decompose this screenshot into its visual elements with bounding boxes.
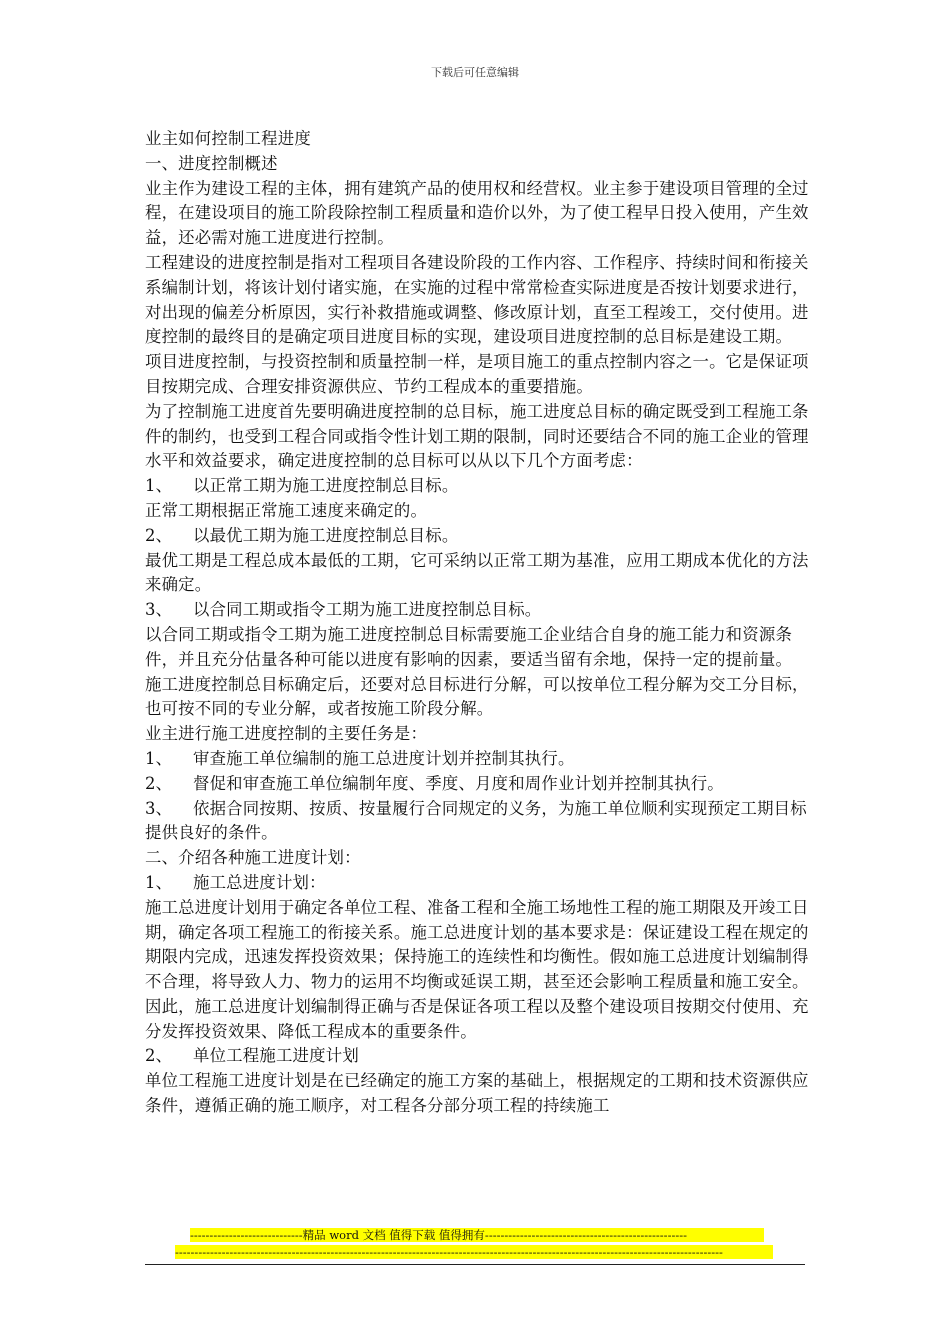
paragraph: 业主进行施工进度控制的主要任务是： — [145, 724, 428, 744]
section-heading: 二、介绍各种施工进度计划： — [145, 848, 361, 868]
item-text: 审查施工单位编制的施工总进度计划并控制其执行。 — [193, 748, 575, 768]
item-text: 以合同工期或指令工期为施工进度控制总目标。 — [193, 600, 542, 620]
paragraph: 最优工期是工程总成本最低的工期，它可采纳以正常工期为基准，应用工期成本优化的方法来确定。 — [145, 550, 809, 595]
numbered-item — [145, 747, 810, 772]
item-number: 1、 — [145, 476, 173, 496]
item-number: 2、 — [145, 773, 173, 793]
numbered-item — [145, 772, 810, 797]
paragraph: 正常工期根据正常施工速度来确定的。 — [145, 500, 428, 520]
page-header: 下载后可任意编辑 — [431, 66, 519, 79]
footer-banner-line: -----------------------------精品 word 文档 值得下载 值得拥有---------------------------------------------------- — [190, 1228, 764, 1242]
numbered-item — [145, 474, 810, 499]
item-number: 1、 — [145, 872, 173, 892]
paragraph: 施工进度控制总目标确定后，还要对总目标进行分解，可以按单位工程分解为交工分目标，也可按不同的专业分解，或者按施工阶段分解。 — [145, 674, 809, 719]
item-number: 3、 — [145, 600, 173, 620]
paragraph: 单位工程施工进度计划是在已经确定的施工方案的基础上，根据规定的工期和技术资源供应条件，遵循正确的施工顺序，对工程各分部分项工程的持续施工 — [145, 1071, 809, 1116]
item-number: 2、 — [145, 1046, 173, 1066]
item-text: 以最优工期为施工进度控制总目标。 — [193, 525, 459, 545]
numbered-item — [145, 871, 810, 896]
item-number: 1、 — [145, 748, 173, 768]
footer-dash-line: --------------------------------------------------------------------------------------------------------------------------------------------- — [175, 1245, 773, 1259]
paragraph: 施工总进度计划用于确定各单位工程、准备工程和全施工场地性工程的施工期限及开竣工日期，确定各项工程施工的衔接关系。施工总进度计划的基本要求是：保证建设工程在规定的期限内完成，迅速发挥投资效果；保持施工的连续性和均衡性。假如施工总进度计划编制得不合理，将导致人力、物力的运用不均衡或延误工期，甚至还会影响工程质量和施工安全。因此，施工总进度计划编制得正确与否是保证各项工程以及整个建设项目按期交付使用、充分发挥投资效果、降低工程成本的重要条件。 — [145, 897, 809, 1041]
paragraph: 以合同工期或指令工期为施工进度控制总目标需要施工企业结合自身的施工能力和资源条件，并且充分估量各种可能以进度有影响的因素，要适当留有余地，保持一定的提前量。 — [145, 624, 793, 669]
item-text: 以正常工期为施工进度控制总目标。 — [193, 476, 459, 496]
paragraph: 为了控制施工进度首先要明确进度控制的总目标，施工进度总目标的确定既受到工程施工条件的制约，也受到工程合同或指令性计划工期的限制，同时还要结合不同的施工企业的管理水平和效益要求，确定进度控制的总目标可以从以下几个方面考虑： — [145, 401, 809, 471]
numbered-item — [145, 1044, 810, 1069]
item-text: 督促和审查施工单位编制年度、季度、月度和周作业计划并控制其执行。 — [193, 773, 724, 793]
numbered-item — [145, 797, 810, 847]
paragraph: 项目进度控制，与投资控制和质量控制一样，是项目施工的重点控制内容之一。它是保证项目按期完成、合理安排资源供应、节约工程成本的重要措施。 — [145, 352, 809, 396]
document-body — [145, 127, 810, 1119]
numbered-item — [145, 598, 810, 623]
numbered-item — [145, 524, 810, 549]
paragraph: 业主作为建设工程的主体，拥有建筑产品的使用权和经营权。业主参于建设项目管理的全过程，在建设项目的施工阶段除控制工程质量和造价以外，为了使工程早日投入使用，产生效益，还必需对施工进度进行控制。 — [145, 178, 809, 248]
item-number: 3、 — [145, 798, 173, 818]
item-number: 2、 — [145, 525, 173, 545]
item-text: 单位工程施工进度计划 — [193, 1046, 359, 1066]
paragraph: 工程建设的进度控制是指对工程项目各建设阶段的工作内容、工作程序、持续时间和衔接关系编制计划，将该计划付诸实施，在实施的过程中常常检查实际进度是否按计划要求进行，对出现的偏差分析原因，实行补救措施或调整、修改原计划，直至工程竣工，交付使用。进度控制的最终目的是确定项目进度目标的实现，建设项目进度控制的总目标是建设工期。 — [145, 252, 809, 347]
document-title: 业主如何控制工程进度 — [145, 129, 311, 148]
item-text: 依据合同按期、按质、按量履行合同规定的义务，为施工单位顺利实现预定工期目标提供良好的条件。 — [145, 798, 807, 843]
item-text: 施工总进度计划： — [193, 872, 326, 892]
footer-rule — [145, 1264, 805, 1265]
section-heading: 一、进度控制概述 — [145, 153, 278, 173]
